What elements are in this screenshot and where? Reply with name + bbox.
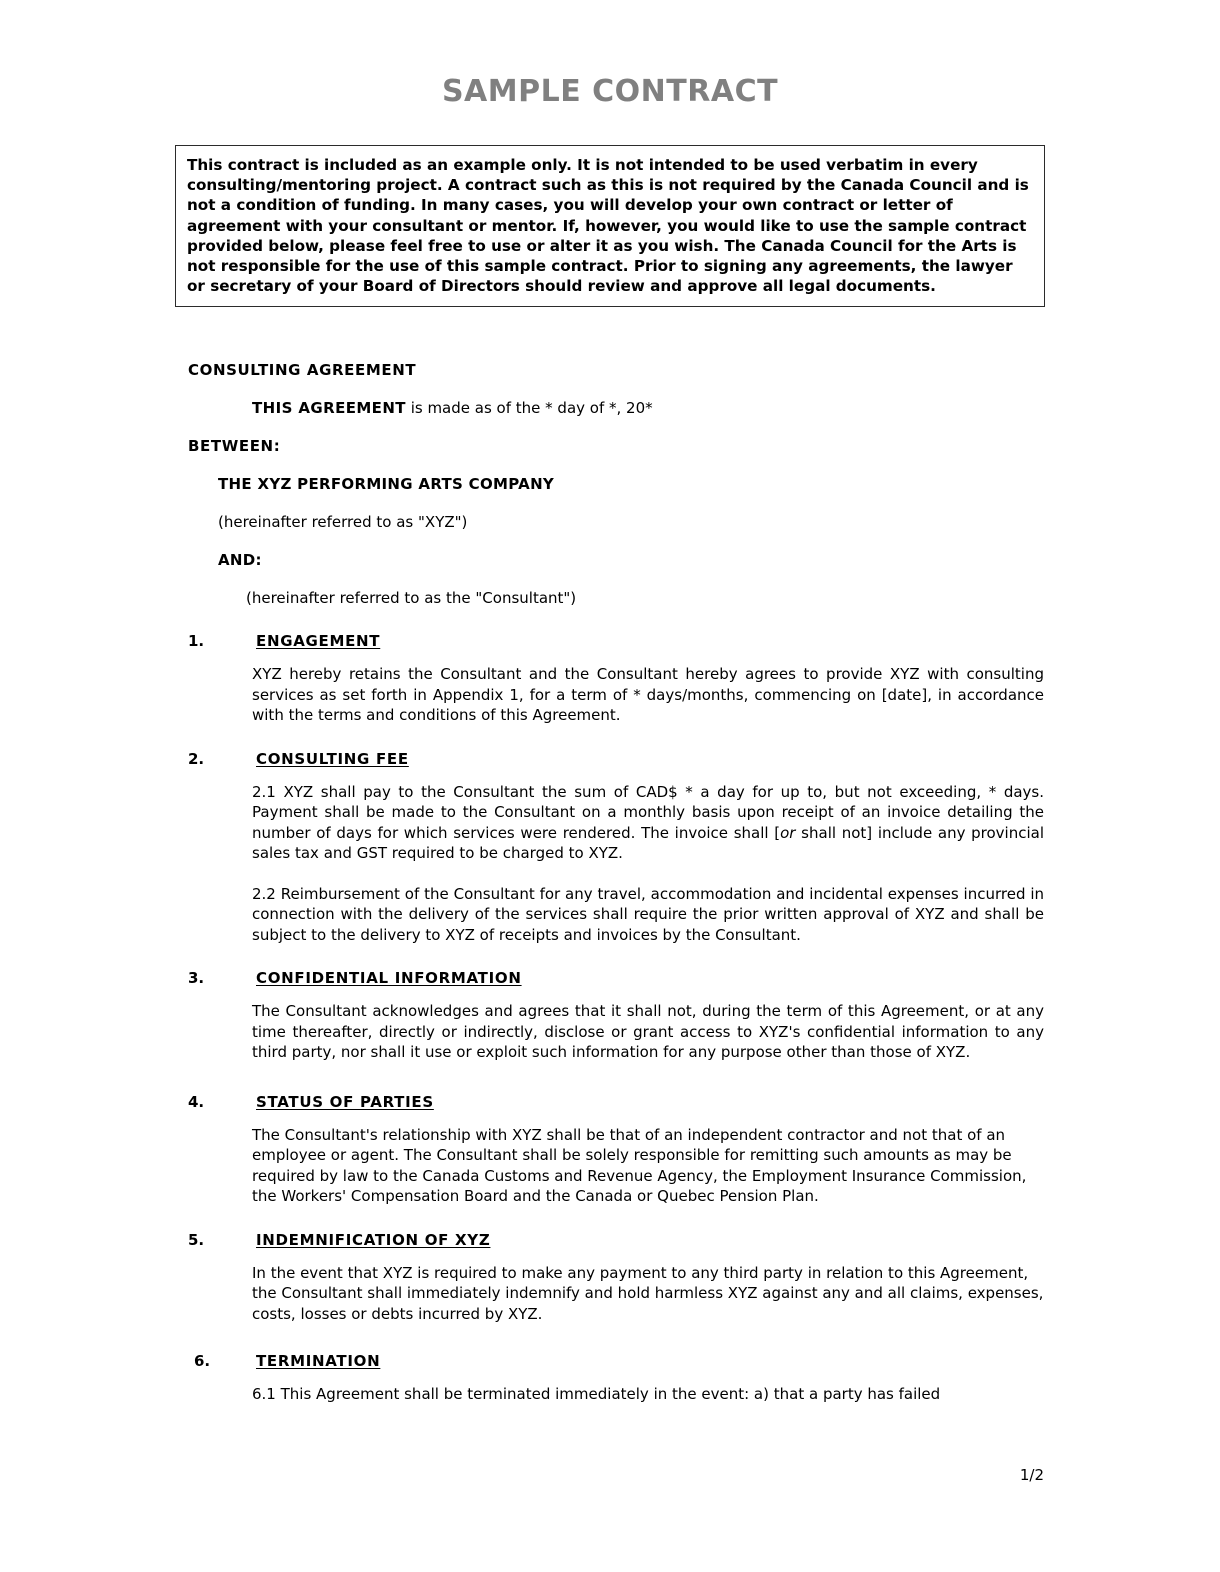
agreement-intro-rest: is made as of the * day of *, 20* bbox=[405, 399, 653, 417]
section-paragraph: 6.1 This Agreement shall be terminated immediately in the event: a) that a party has failed bbox=[252, 1385, 941, 1403]
between-label: BETWEEN: bbox=[188, 437, 281, 455]
section-number: 4. bbox=[188, 1092, 205, 1111]
section-title: INDEMNIFICATION OF XYZ bbox=[256, 1230, 491, 1249]
section-heading-consulting-fee bbox=[0, 750, 1220, 772]
section-heading-engagement bbox=[0, 632, 1220, 654]
and-label: AND: bbox=[218, 551, 262, 569]
section-number: 2. bbox=[188, 749, 205, 768]
notice-text: This contract is included as an example only. It is not intended to be used verbatim in every consulting/mentoring project. A contract such as this is not required by the Canada Council and is not a condition of funding. In many cases, you will develop your own contract or letter of agreement with your consultant or mentor. If, however, you would like to use the sample contract provided below, please feel free to use or alter it as you wish. The Canada Council for the Arts is not responsible for the use of this sample contract. Prior to signing any agreements, the lawyer or secretary of your Board of Directors should review and approve all legal documents. bbox=[187, 156, 1029, 296]
section-heading-confidential-information bbox=[0, 969, 1220, 991]
section-number: 6. bbox=[194, 1352, 211, 1370]
page-title: SAMPLE CONTRACT bbox=[441, 74, 779, 109]
section-paragraph: The Consultant acknowledges and agrees that it shall not, during the term of this Agreement, or at any time thereafter, directly or indirectly, disclose or grant access to XYZ's confidential information to any third party, nor shall it use or exploit such information for any purpose other than those of XYZ. bbox=[252, 1002, 1044, 1061]
page-number-footer: 1/2 bbox=[1019, 1466, 1044, 1484]
clause-2-1-italic: or bbox=[780, 823, 796, 842]
party-one-alias: (hereinafter referred to as "XYZ") bbox=[218, 513, 468, 531]
party-two-alias: (hereinafter referred to as the "Consultant") bbox=[246, 589, 577, 607]
section-title: STATUS OF PARTIES bbox=[256, 1092, 434, 1111]
section-title: CONSULTING FEE bbox=[256, 749, 409, 768]
clause-2-2: 2.2 Reimbursement of the Consultant for any travel, accommodation and incidental expenses incurred in connection with the delivery of the services shall require the prior written approval of XYZ and shall be subject to the delivery to XYZ of receipts and invoices by the Consultant. bbox=[252, 884, 1044, 944]
document-body bbox=[0, 360, 1220, 1405]
section-title: ENGAGEMENT bbox=[256, 632, 381, 650]
section-number: 3. bbox=[188, 969, 205, 987]
section-paragraph: The Consultant's relationship with XYZ shall be that of an independent contractor and not that of an employee or agent. The Consultant shall be solely responsible for remitting such amounts as may be required by law to the Canada Customs and Revenue Agency, the Employment Insurance Commission, the Workers' Compensation Board and the Canada or Quebec Pension Plan. bbox=[252, 1125, 1027, 1205]
section-heading-termination bbox=[0, 1352, 1220, 1374]
clause-2-1 bbox=[252, 782, 1044, 864]
section-title: TERMINATION bbox=[256, 1352, 381, 1370]
section-paragraph: XYZ hereby retains the Consultant and the Consultant hereby agrees to provide XYZ with consulting services as set forth in Appendix 1, for a term of * days/months, commencing on [date], in accordance with the terms and conditions of this Agreement. bbox=[252, 665, 1044, 724]
section-title: CONFIDENTIAL INFORMATION bbox=[256, 969, 522, 987]
section-number: 1. bbox=[188, 632, 205, 650]
consulting-agreement-heading: CONSULTING AGREEMENT bbox=[188, 361, 417, 379]
clause-2-1-tail: shall not] include any provincial sales tax and GST required to be charged to XYZ. bbox=[252, 823, 1045, 862]
section-heading-indemnification bbox=[0, 1231, 1220, 1253]
section-paragraph: In the event that XYZ is required to make any payment to any third party in relation to this Agreement, the Consultant shall immediately indemnify and hold harmless XYZ against any and all claims, expenses, costs, losses or debts incurred by XYZ. bbox=[252, 1263, 1044, 1323]
notice-box bbox=[175, 145, 1045, 307]
agreement-intro-bold: THIS AGREEMENT bbox=[252, 399, 406, 417]
section-number: 5. bbox=[188, 1230, 205, 1249]
section-heading-status-of-parties bbox=[0, 1093, 1220, 1115]
clause-2-1-lead: 2.1 XYZ shall pay to the Consultant the sum of CAD$ * a day for up to, but not exceeding, * days. Payment shall be made to the Consultant on a monthly basis upon receipt of an invoice detailing the number of days for which services were rendered. The invoice shall [ bbox=[252, 782, 1044, 842]
party-one-name: THE XYZ PERFORMING ARTS COMPANY bbox=[218, 475, 555, 493]
agreement-intro-line bbox=[252, 398, 1220, 418]
